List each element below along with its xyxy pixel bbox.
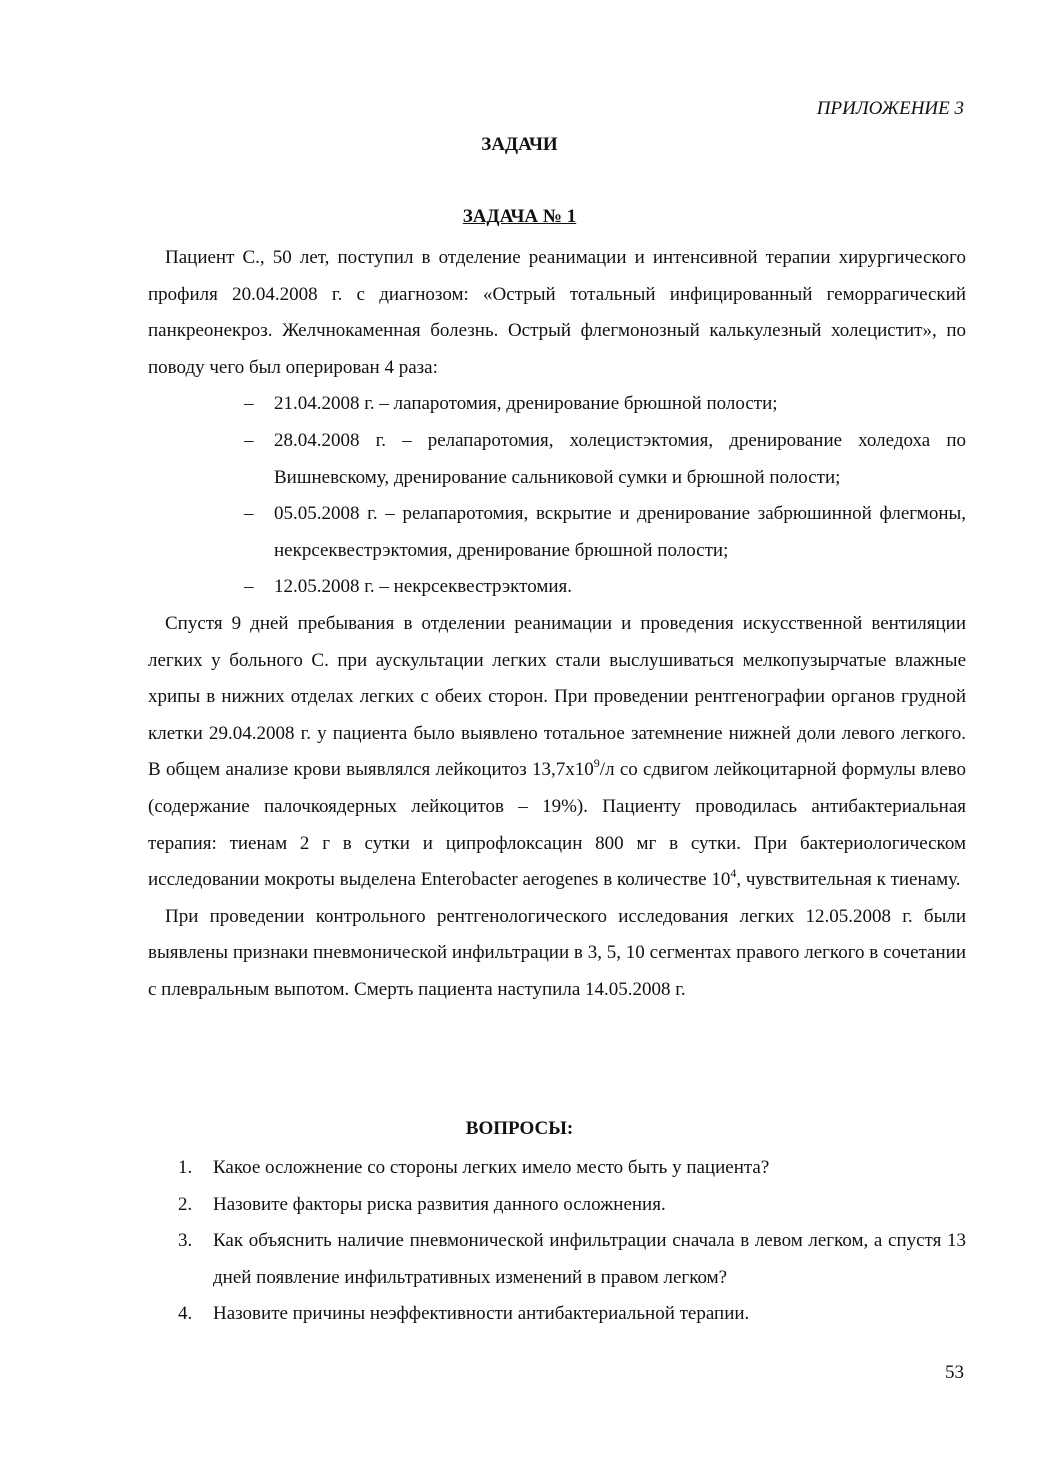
list-dash: – <box>244 503 254 525</box>
operation-text: 28.04.2008 г. – релапаротомия, холецистэктомия, дренирование холедоха по Вишневскому, дренирование сальниковой сумки и брюшной полости; <box>274 429 966 488</box>
operation-item <box>244 386 966 423</box>
operations-list <box>148 386 966 606</box>
question-item <box>178 1296 966 1333</box>
question-item <box>178 1223 966 1296</box>
question-text: Как объяснить наличие пневмонической инфильтрации сначала в левом легком, а спустя 13 дней появление инфильтративных изменений в правом легком? <box>213 1230 966 1288</box>
task-body <box>148 240 966 1008</box>
question-number: 2. <box>178 1193 193 1215</box>
task-heading: ЗАДАЧА № 1 <box>462 206 577 227</box>
operation-text: 12.05.2008 г. – некрсеквестрэктомия. <box>274 576 573 598</box>
question-number: 4. <box>178 1303 193 1325</box>
questions-heading: ВОПРОСЫ: <box>465 1118 574 1139</box>
questions-list <box>178 1150 966 1333</box>
operation-text: 21.04.2008 г. – лапаротомия, дренирование брюшной полости; <box>274 393 778 415</box>
clinical-course-paragraph <box>148 606 966 899</box>
page-number: 53 <box>945 1362 964 1383</box>
intro-paragraph: Пациент С., 50 лет, поступил в отделение реанимации и интенсивной терапии хирургического профиля 20.04.2008 г. с диагнозом: «Острый тотальный инфицированный геморрагический панкреонекроз. Желчнокаменная болезнь. Острый флегмонозный калькулезный холецистит», по поводу чего был оперирован 4 раза: <box>148 247 966 378</box>
question-text: Назовите факторы риска развития данного осложнения. <box>213 1193 666 1215</box>
clinical-course-text-2: /л со сдвигом лейкоцитарной формулы влево (содержание палочкоядерных лейкоцитов – 19%). Пациенту проводилась антибактериальная терапия: тиенам 2 г в сутки и ципрофлоксацин 800 мг в сутки. При бактериологическом исследовании мокроты выделена Enterobacter aerogenes в количестве 10 <box>148 759 966 891</box>
operation-item <box>244 496 966 569</box>
question-item <box>178 1150 966 1187</box>
question-number: 1. <box>178 1157 193 1178</box>
clinical-course-text-3: , чувствительная к тиенаму. <box>736 869 961 891</box>
clinical-course-text-1: Спустя 9 дней пребывания в отделении реанимации и проведения искусственной вентиляции легких у больного С. при аускультации легких стали выслушиваться мелкопузырчатые влажные хрипы в нижних отделах легких с обеих сторон. При проведении рентгенографии органов грудной клетки 29.04.2008 г. у пациента было выявлено тотальное затемнение нижней доли левого легкого. В общем анализе крови выявлялся лейкоцитоз 13,7х10 <box>148 612 966 781</box>
question-text: Какое осложнение со стороны легких имело место быть у пациента? <box>213 1157 770 1178</box>
question-text: Назовите причины неэффективности антибактериальной терапии. <box>213 1303 750 1325</box>
exponent-9: 9 <box>593 755 600 770</box>
operation-item <box>244 569 966 606</box>
appendix-label: ПРИЛОЖЕНИЕ 3 <box>816 98 964 119</box>
list-dash: – <box>244 393 254 415</box>
outcome-paragraph: При проведении контрольного рентгенологического исследования легких 12.05.2008 г. были выявлены признаки пневмонической инфильтрации в 3, 5, 10 сегментах правого легкого в сочетании с плевральным выпотом. Смерть пациента наступила 14.05.2008 г. <box>148 905 966 1000</box>
operation-item <box>244 423 966 496</box>
question-number: 3. <box>178 1230 193 1252</box>
exponent-4: 4 <box>730 865 737 880</box>
operation-text: 05.05.2008 г. – релапаротомия, вскрытие и дренирование забрюшинной флегмоны, некрсеквестрэктомия, дренирование брюшной полости; <box>274 503 966 561</box>
question-item <box>178 1187 966 1224</box>
list-dash: – <box>244 576 254 598</box>
list-dash: – <box>244 429 254 451</box>
section-title: ЗАДАЧИ <box>481 134 558 155</box>
